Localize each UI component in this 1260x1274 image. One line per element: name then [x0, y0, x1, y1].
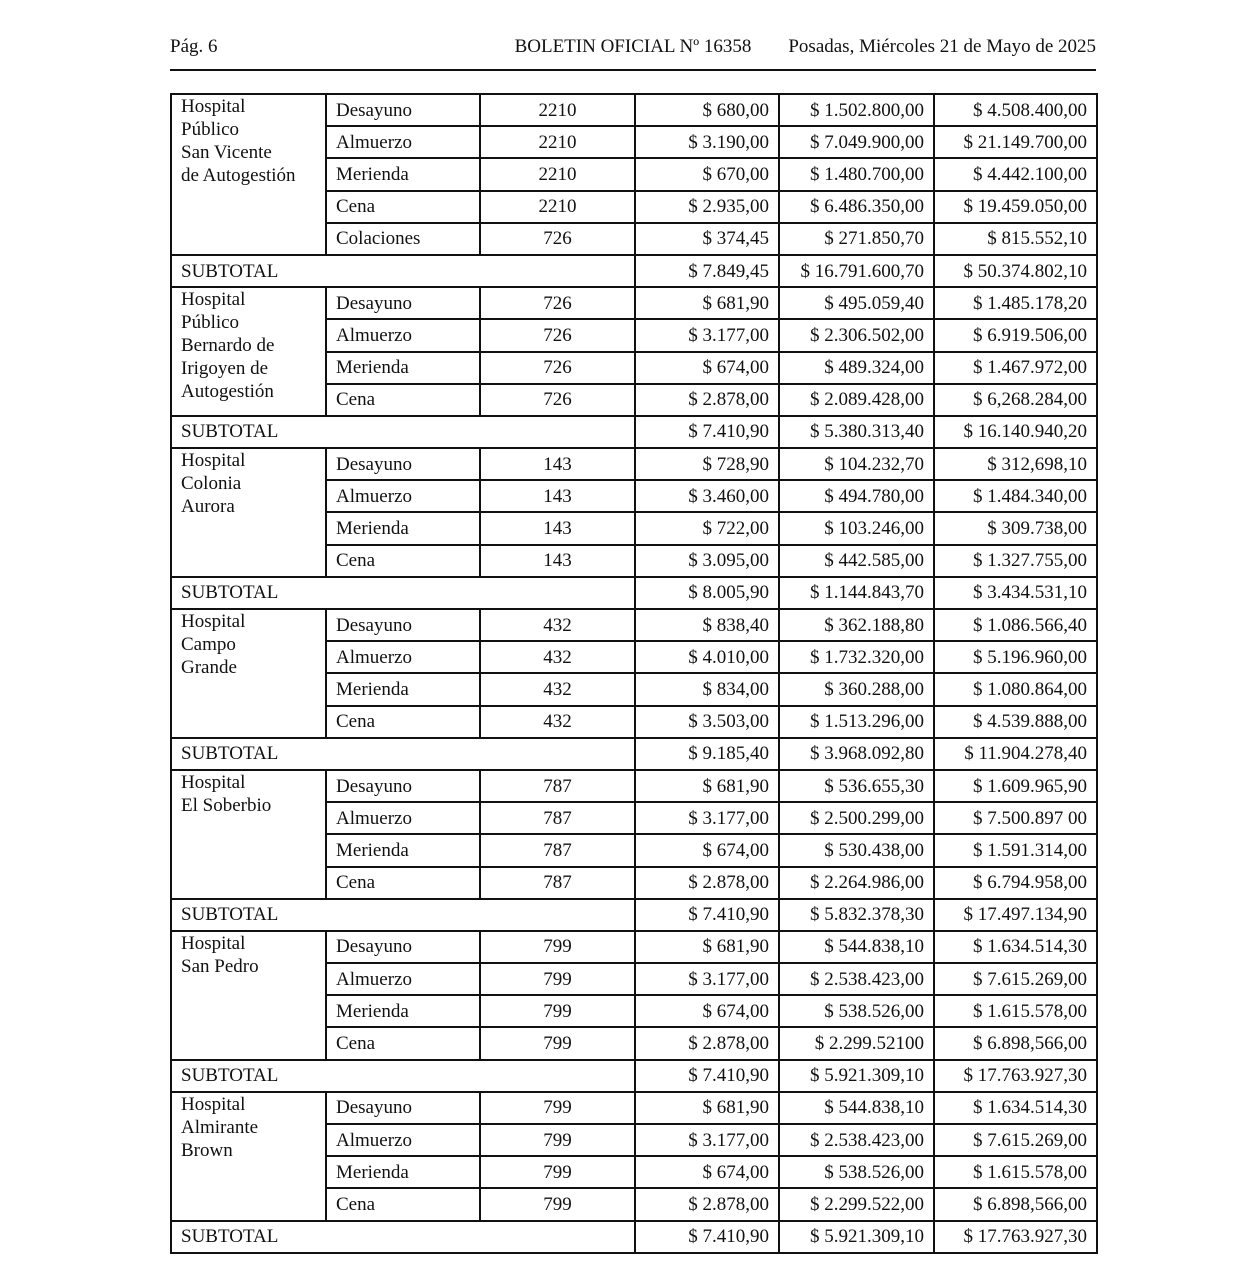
quantity-cell: 143 [480, 480, 635, 512]
table-row [171, 94, 1097, 126]
publication-title: BOLETIN OFICIAL Nº 16358 [514, 36, 752, 57]
subtotal-total-cell: $ 17.763.927,30 [934, 1060, 1097, 1092]
total-amount-cell: $ 1.634.514,30 [934, 931, 1097, 963]
quantity-cell: 432 [480, 706, 635, 738]
total-amount-cell: $ 1.484.340,00 [934, 480, 1097, 512]
quantity-cell: 2210 [480, 126, 635, 158]
unit-price-cell: $ 3.503,00 [635, 706, 779, 738]
hospital-name-cell [171, 770, 326, 899]
hospital-name-line: Colonia [181, 473, 242, 495]
meal-cell: Almuerzo [326, 319, 480, 351]
monthly-amount-cell: $ 2.538.423,00 [779, 963, 934, 995]
subtotal-row [171, 1060, 1097, 1092]
monthly-amount-cell: $ 271.850,70 [779, 223, 934, 255]
hospital-name-cell [171, 287, 326, 416]
total-amount-cell: $ 19.459.050,00 [934, 191, 1097, 223]
total-amount-cell: $ 5.196.960,00 [934, 641, 1097, 673]
hospital-meals-table [170, 93, 1098, 1254]
hospital-name-line: Irigoyen de [181, 358, 269, 380]
hospital-name-cell [171, 931, 326, 1060]
meal-cell: Almuerzo [326, 802, 480, 834]
monthly-amount-cell: $ 104.232,70 [779, 448, 934, 480]
meal-cell: Merienda [326, 1156, 480, 1188]
subtotal-unit-cell: $ 8.005,90 [635, 577, 779, 609]
total-amount-cell: $ 815.552,10 [934, 223, 1097, 255]
total-amount-cell: $ 21.149.700,00 [934, 126, 1097, 158]
total-amount-cell: $ 7.615.269,00 [934, 1124, 1097, 1156]
monthly-amount-cell: $ 2.306.502,00 [779, 319, 934, 351]
meal-cell: Desayuno [326, 94, 480, 126]
total-amount-cell: $ 6.794.958,00 [934, 867, 1097, 899]
monthly-amount-cell: $ 2.264.986,00 [779, 867, 934, 899]
total-amount-cell: $ 4.508.400,00 [934, 94, 1097, 126]
quantity-cell: 726 [480, 384, 635, 416]
hospital-name-cell [171, 448, 326, 577]
monthly-amount-cell: $ 1.513.296,00 [779, 706, 934, 738]
quantity-cell: 143 [480, 512, 635, 544]
unit-price-cell: $ 2.878,00 [635, 384, 779, 416]
hospital-name-line: Campo [181, 634, 236, 655]
monthly-amount-cell: $ 489.324,00 [779, 352, 934, 384]
meal-cell: Almuerzo [326, 641, 480, 673]
quantity-cell: 799 [480, 931, 635, 963]
subtotal-total-cell: $ 3.434.531,10 [934, 577, 1097, 609]
unit-price-cell: $ 722,00 [635, 512, 779, 544]
table-row [171, 931, 1097, 963]
subtotal-label: SUBTOTAL [171, 899, 635, 931]
meal-cell: Merienda [326, 834, 480, 866]
hospital-name-line: Aurora [181, 496, 235, 518]
hospital-name-line: Hospital [181, 932, 246, 954]
unit-price-cell: $ 681,90 [635, 770, 779, 802]
monthly-amount-cell: $ 544.838,10 [779, 1092, 934, 1124]
meal-cell: Merienda [326, 352, 480, 384]
total-amount-cell: $ 1.615.578,00 [934, 1156, 1097, 1188]
quantity-cell: 799 [480, 1156, 635, 1188]
subtotal-row [171, 416, 1097, 448]
hospital-name-line: Autogestión [181, 381, 274, 403]
monthly-amount-cell: $ 1.732.320,00 [779, 641, 934, 673]
total-amount-cell: $ 1.634.514,30 [934, 1092, 1097, 1124]
table-body [171, 94, 1097, 1253]
quantity-cell: 726 [480, 287, 635, 319]
hospital-name-line: Almirante [181, 1116, 259, 1138]
quantity-cell: 2210 [480, 158, 635, 190]
subtotal-unit-cell: $ 7.849,45 [635, 255, 779, 287]
quantity-cell: 432 [480, 673, 635, 705]
meal-cell: Colaciones [326, 223, 480, 255]
monthly-amount-cell: $ 544.838,10 [779, 931, 934, 963]
unit-price-cell: $ 3.095,00 [635, 545, 779, 577]
meal-cell: Desayuno [326, 931, 480, 963]
monthly-amount-cell: $ 536.655,30 [779, 770, 934, 802]
unit-price-cell: $ 3.177,00 [635, 1124, 779, 1156]
subtotal-label: SUBTOTAL [171, 1060, 635, 1092]
monthly-amount-cell: $ 362.188,80 [779, 609, 934, 641]
hospital-name-line: Público [181, 119, 240, 140]
quantity-cell: 799 [480, 963, 635, 995]
table-row [171, 609, 1097, 641]
meal-cell: Merienda [326, 995, 480, 1027]
meal-cell: Merienda [326, 673, 480, 705]
unit-price-cell: $ 674,00 [635, 352, 779, 384]
total-amount-cell: $ 6.898,566,00 [934, 1027, 1097, 1059]
subtotal-total-cell: $ 17.497.134,90 [934, 899, 1097, 931]
hospital-name-line: Público [181, 312, 240, 334]
total-amount-cell: $ 6.919.506,00 [934, 319, 1097, 351]
monthly-amount-cell: $ 103.246,00 [779, 512, 934, 544]
unit-price-cell: $ 2.878,00 [635, 1027, 779, 1059]
subtotal-row [171, 577, 1097, 609]
quantity-cell: 787 [480, 834, 635, 866]
hospital-name-line: Hospital [181, 611, 246, 632]
quantity-cell: 787 [480, 867, 635, 899]
subtotal-total-cell: $ 50.374.802,10 [934, 255, 1097, 287]
total-amount-cell: $ 1.086.566,40 [934, 609, 1097, 641]
subtotal-monthly-cell: $ 3.968.092,80 [779, 738, 934, 770]
hospital-name-line: Hospital [181, 771, 246, 793]
unit-price-cell: $ 681,90 [635, 1092, 779, 1124]
quantity-cell: 799 [480, 1092, 635, 1124]
monthly-amount-cell: $ 360.288,00 [779, 673, 934, 705]
monthly-amount-cell: $ 1.502.800,00 [779, 94, 934, 126]
hospital-name-line: Hospital [181, 289, 246, 311]
unit-price-cell: $ 3.177,00 [635, 802, 779, 834]
unit-price-cell: $ 2.878,00 [635, 1188, 779, 1220]
monthly-amount-cell: $ 2.299.522,00 [779, 1188, 934, 1220]
hospital-name-line: Hospital [181, 96, 246, 117]
meal-cell: Almuerzo [326, 963, 480, 995]
total-amount-cell: $ 1.080.864,00 [934, 673, 1097, 705]
subtotal-monthly-cell: $ 1.144.843,70 [779, 577, 934, 609]
place-date: Posadas, Miércoles 21 de Mayo de 2025 [788, 36, 1096, 57]
meal-cell: Desayuno [326, 448, 480, 480]
total-amount-cell: $ 7.615.269,00 [934, 963, 1097, 995]
monthly-amount-cell: $ 530.438,00 [779, 834, 934, 866]
meal-cell: Cena [326, 1027, 480, 1059]
subtotal-row [171, 255, 1097, 287]
total-amount-cell: $ 309.738,00 [934, 512, 1097, 544]
meal-cell: Cena [326, 545, 480, 577]
hospital-name-line: Brown [181, 1139, 233, 1161]
hospital-name-line: San Pedro [181, 955, 259, 977]
subtotal-monthly-cell: $ 5.380.313,40 [779, 416, 934, 448]
hospital-name-line: El Soberbio [181, 794, 272, 816]
monthly-amount-cell: $ 495.059,40 [779, 287, 934, 319]
meal-cell: Desayuno [326, 1092, 480, 1124]
total-amount-cell: $ 312,698,10 [934, 448, 1097, 480]
table-row [171, 287, 1097, 319]
quantity-cell: 143 [480, 448, 635, 480]
meal-cell: Merienda [326, 158, 480, 190]
subtotal-total-cell: $ 16.140.940,20 [934, 416, 1097, 448]
unit-price-cell: $ 834,00 [635, 673, 779, 705]
hospital-name-cell [171, 1092, 326, 1221]
hospital-name-line: Hospital [181, 450, 246, 472]
unit-price-cell: $ 3.177,00 [635, 963, 779, 995]
meal-cell: Cena [326, 384, 480, 416]
monthly-amount-cell: $ 6.486.350,00 [779, 191, 934, 223]
unit-price-cell: $ 2.878,00 [635, 867, 779, 899]
monthly-amount-cell: $ 7.049.900,00 [779, 126, 934, 158]
hospital-name-line: Hospital [181, 1093, 246, 1115]
meal-cell: Cena [326, 867, 480, 899]
unit-price-cell: $ 3.460,00 [635, 480, 779, 512]
monthly-amount-cell: $ 442.585,00 [779, 545, 934, 577]
meal-cell: Merienda [326, 512, 480, 544]
total-amount-cell: $ 4.539.888,00 [934, 706, 1097, 738]
quantity-cell: 799 [480, 1124, 635, 1156]
monthly-amount-cell: $ 538.526,00 [779, 1156, 934, 1188]
subtotal-row [171, 1221, 1097, 1253]
quantity-cell: 787 [480, 802, 635, 834]
table-row [171, 448, 1097, 480]
meal-cell: Cena [326, 706, 480, 738]
hospital-name-line: Grande [181, 657, 237, 678]
unit-price-cell: $ 2.935,00 [635, 191, 779, 223]
quantity-cell: 2210 [480, 191, 635, 223]
unit-price-cell: $ 681,90 [635, 931, 779, 963]
quantity-cell: 799 [480, 995, 635, 1027]
subtotal-label: SUBTOTAL [171, 1221, 635, 1253]
unit-price-cell: $ 681,90 [635, 287, 779, 319]
meal-cell: Almuerzo [326, 126, 480, 158]
meal-cell: Almuerzo [326, 480, 480, 512]
subtotal-unit-cell: $ 7.410,90 [635, 416, 779, 448]
unit-price-cell: $ 3.190,00 [635, 126, 779, 158]
quantity-cell: 799 [480, 1027, 635, 1059]
total-amount-cell: $ 6.898,566,00 [934, 1188, 1097, 1220]
total-amount-cell: $ 7.500.897 00 [934, 802, 1097, 834]
meal-cell: Desayuno [326, 609, 480, 641]
monthly-amount-cell: $ 2.299.52100 [779, 1027, 934, 1059]
subtotal-unit-cell: $ 7.410,90 [635, 1221, 779, 1253]
hospital-name-line: San Vicente [181, 142, 272, 163]
table-row [171, 1092, 1097, 1124]
hospital-name-line: Bernardo de [181, 335, 275, 357]
subtotal-monthly-cell: $ 5.832.378,30 [779, 899, 934, 931]
monthly-amount-cell: $ 494.780,00 [779, 480, 934, 512]
total-amount-cell: $ 1.485.178,20 [934, 287, 1097, 319]
monthly-amount-cell: $ 2.538.423,00 [779, 1124, 934, 1156]
total-amount-cell: $ 1.615.578,00 [934, 995, 1097, 1027]
total-amount-cell: $ 4.442.100,00 [934, 158, 1097, 190]
subtotal-label: SUBTOTAL [171, 738, 635, 770]
meal-cell: Almuerzo [326, 1124, 480, 1156]
subtotal-monthly-cell: $ 5.921.309,10 [779, 1060, 934, 1092]
subtotal-total-cell: $ 17.763.927,30 [934, 1221, 1097, 1253]
page-number: Pág. 6 [170, 36, 218, 57]
quantity-cell: 726 [480, 223, 635, 255]
quantity-cell: 2210 [480, 94, 635, 126]
monthly-amount-cell: $ 1.480.700,00 [779, 158, 934, 190]
monthly-amount-cell: $ 2.089.428,00 [779, 384, 934, 416]
subtotal-monthly-cell: $ 16.791.600,70 [779, 255, 934, 287]
subtotal-label: SUBTOTAL [171, 577, 635, 609]
header-rule [170, 69, 1096, 71]
total-amount-cell: $ 1.609.965,90 [934, 770, 1097, 802]
subtotal-row [171, 738, 1097, 770]
subtotal-unit-cell: $ 7.410,90 [635, 1060, 779, 1092]
subtotal-unit-cell: $ 7.410,90 [635, 899, 779, 931]
quantity-cell: 726 [480, 352, 635, 384]
monthly-amount-cell: $ 2.500.299,00 [779, 802, 934, 834]
unit-price-cell: $ 4.010,00 [635, 641, 779, 673]
monthly-amount-cell: $ 538.526,00 [779, 995, 934, 1027]
unit-price-cell: $ 838,40 [635, 609, 779, 641]
total-amount-cell: $ 1.591.314,00 [934, 834, 1097, 866]
unit-price-cell: $ 3.177,00 [635, 319, 779, 351]
unit-price-cell: $ 728,90 [635, 448, 779, 480]
total-amount-cell: $ 1.327.755,00 [934, 545, 1097, 577]
quantity-cell: 787 [480, 770, 635, 802]
hospital-name-line: de Autogestión [181, 165, 296, 186]
hospital-name-cell [171, 94, 326, 255]
meal-cell: Desayuno [326, 287, 480, 319]
page-header [170, 34, 1096, 60]
quantity-cell: 432 [480, 609, 635, 641]
quantity-cell: 143 [480, 545, 635, 577]
meal-cell: Cena [326, 1188, 480, 1220]
subtotal-monthly-cell: $ 5.921.309,10 [779, 1221, 934, 1253]
subtotal-row [171, 899, 1097, 931]
subtotal-label: SUBTOTAL [171, 416, 635, 448]
unit-price-cell: $ 670,00 [635, 158, 779, 190]
table-row [171, 770, 1097, 802]
unit-price-cell: $ 674,00 [635, 834, 779, 866]
unit-price-cell: $ 674,00 [635, 995, 779, 1027]
meal-cell: Desayuno [326, 770, 480, 802]
unit-price-cell: $ 674,00 [635, 1156, 779, 1188]
subtotal-label: SUBTOTAL [171, 255, 635, 287]
hospital-name-cell [171, 609, 326, 738]
quantity-cell: 726 [480, 319, 635, 351]
quantity-cell: 799 [480, 1188, 635, 1220]
meal-cell: Cena [326, 191, 480, 223]
subtotal-unit-cell: $ 9.185,40 [635, 738, 779, 770]
unit-price-cell: $ 680,00 [635, 94, 779, 126]
subtotal-total-cell: $ 11.904.278,40 [934, 738, 1097, 770]
unit-price-cell: $ 374,45 [635, 223, 779, 255]
quantity-cell: 432 [480, 641, 635, 673]
total-amount-cell: $ 1.467.972,00 [934, 352, 1097, 384]
total-amount-cell: $ 6,268.284,00 [934, 384, 1097, 416]
